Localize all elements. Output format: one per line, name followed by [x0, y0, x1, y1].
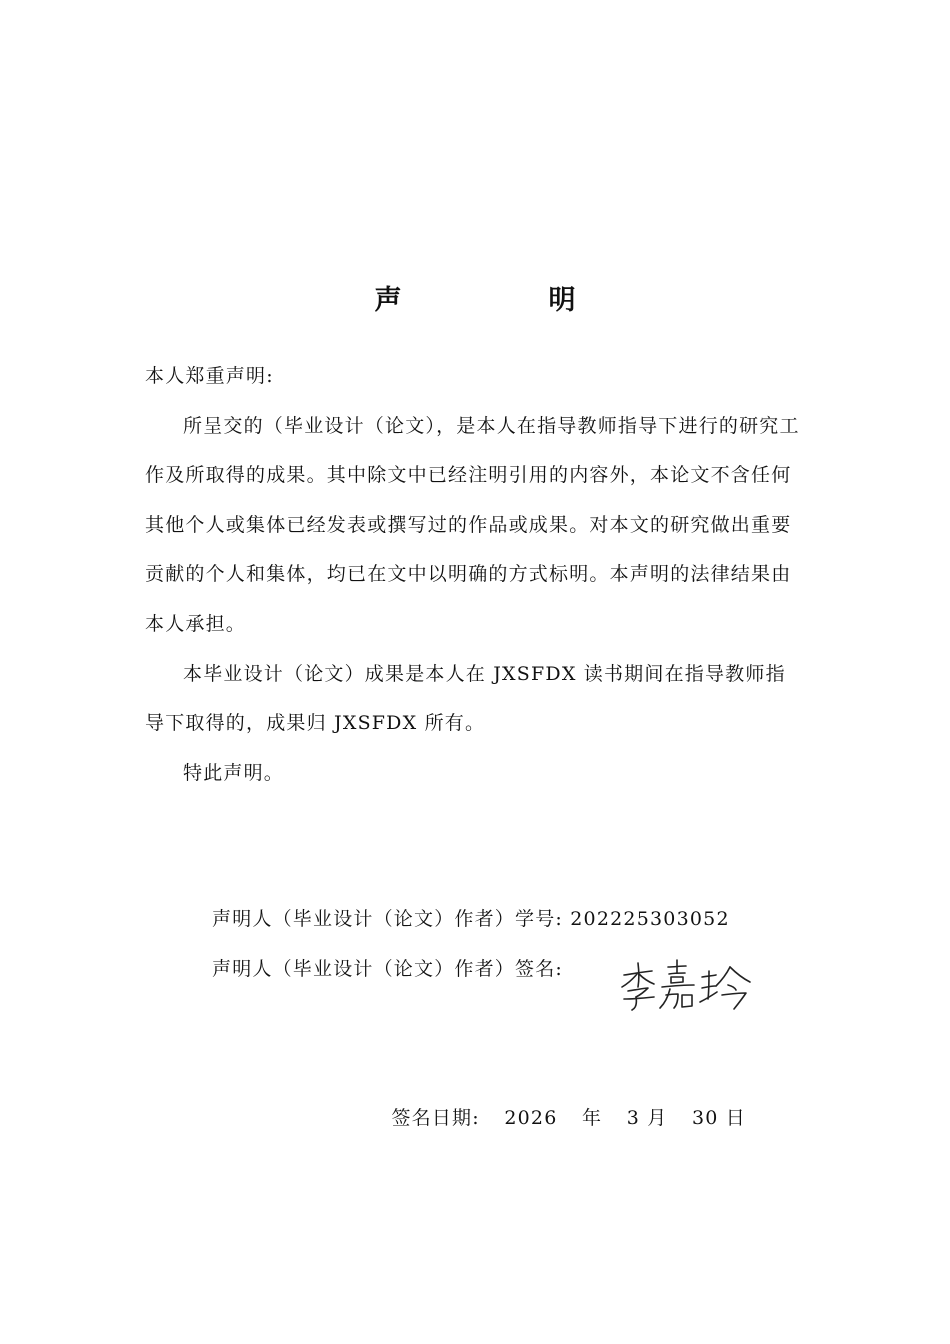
signature-date — [391, 1103, 746, 1130]
date-month-unit: 月 — [647, 1107, 668, 1129]
signature-line — [212, 954, 563, 981]
date-label: 签名日期: — [391, 1107, 480, 1129]
date-month: 3 — [626, 1107, 641, 1129]
handwritten-signature — [618, 955, 760, 1015]
paragraph-ownership: 本毕业设计（论文）成果是本人在 JXSFDX 读书期间在指导教师指导下取得的，成果归 JXSFDX 所有。 — [145, 662, 786, 735]
date-year: 2026 — [504, 1107, 558, 1129]
student-id-line — [212, 904, 730, 931]
student-id-value: 202225303052 — [570, 908, 730, 930]
paragraph-closing: 特此声明。 — [183, 761, 285, 784]
student-id-label: 声明人（毕业设计（论文）作者）学号: — [212, 908, 564, 930]
page-title: 声 明 — [374, 285, 636, 316]
date-year-unit: 年 — [582, 1107, 603, 1129]
declaration-body — [145, 352, 805, 798]
date-day-unit: 日 — [725, 1107, 746, 1129]
opening-line: 本人郑重声明: — [145, 365, 274, 387]
date-day: 30 — [691, 1107, 719, 1129]
paragraph-originality: 所呈交的（毕业设计（论文），是本人在指导教师指导下进行的研究工作及所取得的成果。其中除文中已经注明引用的内容外，本论文不含任何其他个人或集体已经发表或撰写过的作品或成果。对本文的研究做出重要贡献的个人和集体，均已在文中以明确的方式标明。本声明的法律结果由本人承担。 — [145, 414, 800, 635]
signature-label: 声明人（毕业设计（论文）作者）签名: — [212, 958, 564, 980]
